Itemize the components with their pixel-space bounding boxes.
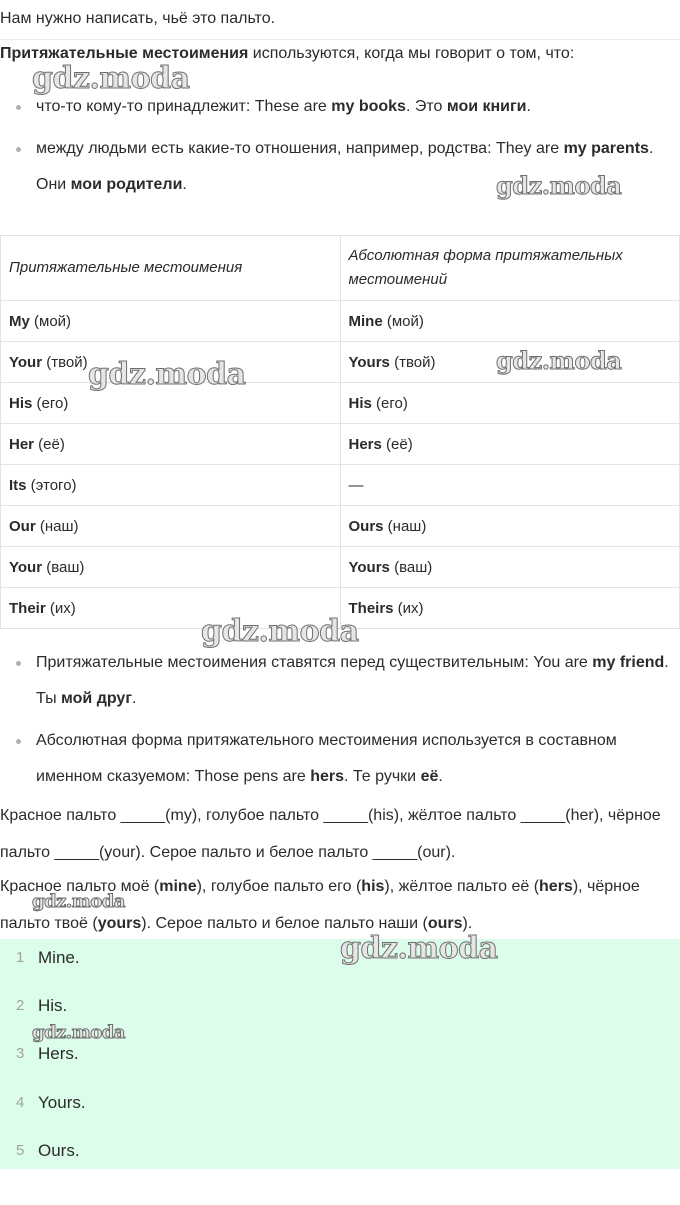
translation: (наш)	[383, 517, 427, 535]
answer-number: 1	[16, 949, 25, 966]
list-item-text: . Ты	[36, 654, 669, 707]
solution-part: ), голубое пальто его (	[196, 878, 362, 895]
example-en: my books	[331, 98, 406, 115]
watermark-logo: gdz.moda	[201, 614, 359, 649]
answer-text: Yours.	[38, 1093, 86, 1112]
table-cell	[340, 465, 680, 506]
answer-text: Hers.	[38, 1044, 79, 1063]
answer-text: Ours.	[38, 1141, 80, 1160]
definition-rest: используются, когда мы говорит о том, что:	[248, 45, 575, 62]
answer-number: 2	[16, 997, 25, 1014]
table-row	[1, 465, 680, 506]
answer-item	[0, 1039, 680, 1069]
task-text: Красное пальто _____(my), голубое пальто _____(his), жёлтое пальто _____(her), чёрное пальто _____(your). Серое пальто и белое пальто _____(our).	[0, 807, 661, 861]
table-cell	[1, 301, 341, 342]
table-cell	[340, 506, 680, 547]
list-item-text: Притяжательные местоимения ставятся перед существительным: You are	[36, 654, 593, 671]
translation: (её)	[381, 435, 413, 453]
pronoun: His	[348, 394, 372, 412]
list-item-text: что-то кому-то принадлежит: These are	[36, 98, 332, 115]
pronoun: —	[348, 476, 364, 494]
answer-number: 5	[16, 1142, 25, 1159]
table-header-row	[1, 236, 680, 301]
answer-number: 3	[16, 1045, 25, 1062]
solution-part: ). Серое пальто и белое пальто наши (	[141, 915, 428, 932]
answer-text: Mine.	[38, 948, 80, 967]
pronoun: Its	[9, 476, 27, 494]
pronoun: His	[9, 394, 33, 412]
table-row	[1, 301, 680, 342]
watermark-logo: gdz.moda	[496, 171, 622, 200]
table-cell	[340, 588, 680, 629]
list-item-text: . Они	[36, 140, 654, 193]
answer-item	[0, 1088, 680, 1118]
list-item	[0, 645, 680, 717]
translation: (ваш)	[42, 558, 85, 576]
translation: (мой)	[382, 312, 424, 330]
answer-text: His.	[38, 996, 68, 1015]
answer-item	[0, 991, 680, 1021]
translation: (их)	[393, 599, 424, 617]
list-item-text: .	[526, 98, 531, 115]
pronoun: Hers	[348, 435, 382, 453]
solution-part: ), чёрное пальто твоё (	[0, 878, 640, 932]
pronoun: Our	[9, 517, 36, 535]
list-item-text: .	[131, 690, 137, 707]
intro-text: Нам нужно написать, чьё это пальто.	[0, 10, 276, 27]
table-cell	[1, 465, 341, 506]
pronoun: Yours	[348, 558, 390, 576]
translation: (твой)	[389, 353, 436, 371]
pronoun: Your	[9, 558, 43, 576]
list-item-text: .	[438, 768, 443, 785]
table-cell	[340, 547, 680, 588]
definition-term: Притяжательные местоимения	[0, 45, 249, 62]
list-item-text: между людьми есть какие-то отношения, например, родства: They are	[36, 140, 564, 157]
translation: (этого)	[26, 476, 77, 494]
table-cell	[340, 301, 680, 342]
table-row	[1, 506, 680, 547]
table-cell	[340, 383, 680, 424]
table-row	[1, 424, 680, 465]
translation: (его)	[32, 394, 69, 412]
list-item-text: . Это	[405, 98, 447, 115]
translation: (твой)	[42, 353, 88, 371]
table-cell	[1, 506, 341, 547]
example-ru: мой друг	[61, 690, 132, 707]
watermark-logo: gdz.moda	[32, 61, 190, 96]
example-en: my friend	[592, 654, 665, 671]
solution-part: Красное пальто моё (	[0, 878, 160, 895]
pronoun: My	[9, 312, 30, 330]
watermark-logo: gdz.moda	[340, 931, 498, 966]
example-ru: мои книги	[446, 98, 527, 115]
list-item-text: . Те ручки	[344, 768, 421, 785]
example-en: hers	[310, 768, 345, 785]
pronoun-table	[0, 235, 680, 629]
pronoun: Your	[9, 353, 43, 371]
example-ru: её	[420, 768, 439, 785]
pronoun: Mine	[348, 312, 383, 330]
list-item-text: Абсолютная форма притяжательного местоимения используется в составном именном сказуемом: Those pens are	[36, 732, 617, 785]
watermark-logo: gdz.moda	[496, 346, 622, 375]
watermark-logo: gdz.moda	[32, 1022, 125, 1043]
pronoun: Her	[9, 435, 35, 453]
pronoun: Yours	[348, 353, 390, 371]
table-row	[1, 547, 680, 588]
watermark-logo: gdz.moda	[88, 357, 246, 392]
translation: (её)	[34, 435, 65, 453]
table-cell	[340, 424, 680, 465]
answer-item	[0, 1136, 680, 1166]
watermark-logo: gdz.moda	[32, 891, 125, 912]
translation: (их)	[45, 599, 76, 617]
list-item	[0, 723, 680, 795]
translation: (наш)	[35, 517, 79, 535]
list-item-text: .	[182, 176, 187, 193]
pronoun: Their	[9, 599, 46, 617]
table-cell	[1, 424, 341, 465]
translation: (ваш)	[389, 558, 433, 576]
translation: (его)	[371, 394, 408, 412]
pronoun: Theirs	[348, 599, 394, 617]
table-cell	[1, 547, 341, 588]
pronoun: Ours	[348, 517, 384, 535]
answer-number: 4	[16, 1094, 25, 1111]
solution-word: hers	[539, 878, 573, 895]
table-header: Притяжательные местоимения	[1, 236, 341, 301]
translation: (мой)	[29, 312, 72, 330]
solution-word: yours	[97, 915, 142, 932]
table-header: Абсолютная форма притяжательных местоимений	[340, 236, 680, 301]
example-en: my parents	[563, 140, 649, 157]
solution-word: ours	[427, 915, 463, 932]
solution-part: ).	[462, 915, 473, 932]
solution-word: mine	[159, 878, 197, 895]
solution-word: his	[361, 878, 385, 895]
rules-list	[0, 645, 680, 801]
example-ru: мои родители	[70, 176, 183, 193]
solution-part: ), жёлтое пальто её (	[384, 878, 540, 895]
